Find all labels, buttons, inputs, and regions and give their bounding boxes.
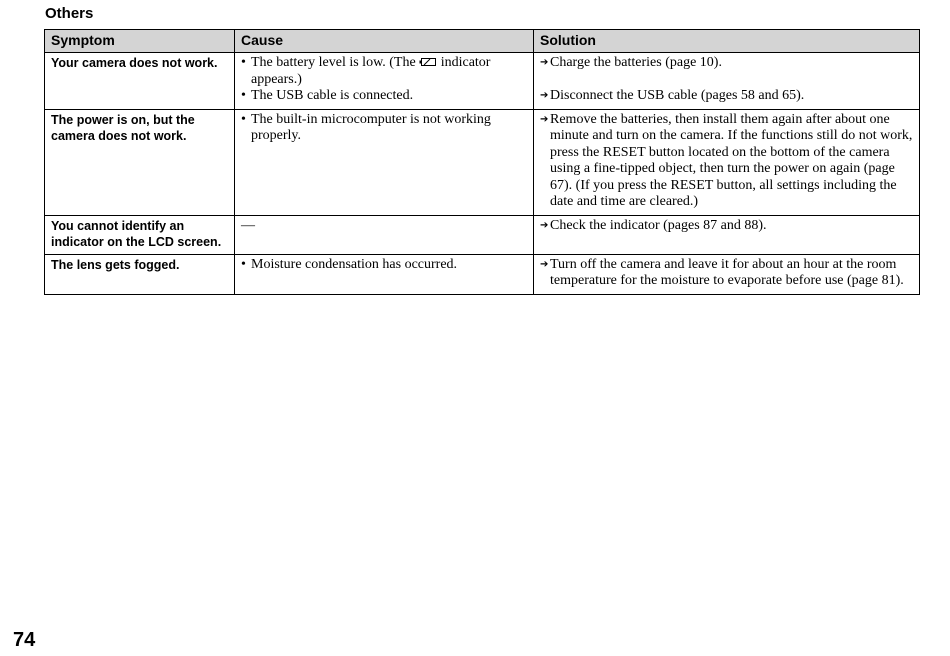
arrow-right-icon: ➔: [540, 219, 549, 231]
cause-cell: [235, 109, 534, 215]
symptom-cell: You cannot identify an indicator on the LCD screen.: [45, 215, 235, 254]
table-header-row: [45, 30, 920, 53]
cause-cell: —: [235, 215, 534, 254]
solution-cell: [534, 109, 920, 215]
symptom-cell: Your camera does not work.: [45, 53, 235, 110]
solution-item: ➔ Remove the batteries, then install them again after about one minute and turn on the camera. If the functions still do not work, press the RESET button located on the bottom of the camera using a fine-tipped object, then turn the power on again (page 67). (If you press the RESET button, all settings including the date and time are cleared.): [540, 111, 913, 209]
table-row: [45, 53, 920, 110]
cause-item: • Moisture condensation has occurred.: [241, 257, 527, 274]
battery-low-icon: [419, 57, 437, 67]
table-row: [45, 109, 920, 215]
symptom-column-header: Symptom: [45, 30, 235, 53]
cause-item: • The built-in microcomputer is not working properly.: [241, 112, 527, 145]
table-row: [45, 215, 920, 254]
solution-item: ➔ Charge the batteries (page 10).: [540, 55, 722, 70]
solution-cell: [534, 254, 920, 294]
solution-cell: [534, 53, 920, 110]
symptom-cell: The power is on, but the camera does not work.: [45, 109, 235, 215]
solution-item: ➔ Turn off the camera and leave it for about an hour at the room temperature for the moisture to evaporate before use (page 81).: [540, 256, 904, 288]
arrow-right-icon: ➔: [540, 57, 549, 68]
arrow-right-icon: ➔: [540, 258, 549, 270]
cause-item: • The USB cable is connected.: [241, 88, 527, 105]
page-number: 74: [13, 629, 36, 651]
cause-cell: [235, 53, 534, 110]
symptom-cell: The lens gets fogged.: [45, 254, 235, 294]
solution-cell: [534, 215, 920, 254]
cause-item: • The battery level is low. (The indicator appears.): [241, 55, 527, 88]
arrow-right-icon: ➔: [540, 113, 549, 125]
arrow-right-icon: ➔: [540, 90, 549, 101]
cause-cell: [235, 254, 534, 294]
section-title: Others: [45, 5, 94, 22]
troubleshooting-table: [44, 29, 920, 295]
solution-item: ➔ Disconnect the USB cable (pages 58 and 65).: [540, 88, 805, 103]
cause-column-header: Cause: [235, 30, 534, 53]
table-row: [45, 254, 920, 294]
solution-column-header: Solution: [534, 30, 920, 53]
solution-item: ➔ Check the indicator (pages 87 and 88).: [540, 217, 767, 233]
